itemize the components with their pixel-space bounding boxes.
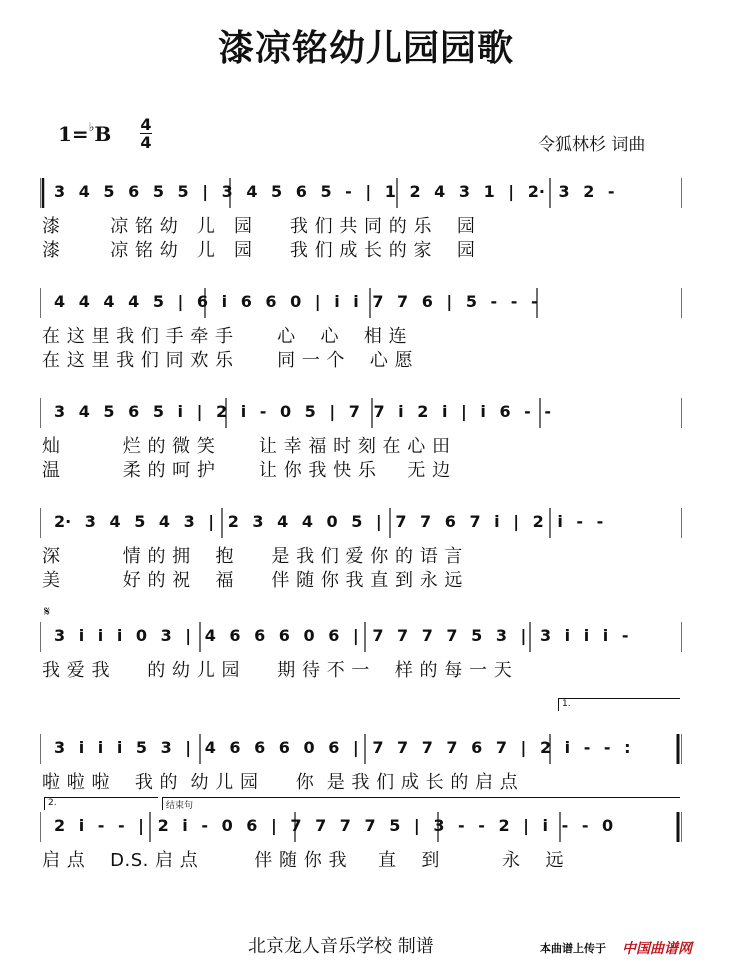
note-line: 3 4 5 6 5 i | 2 i - 0 5 | 7 7 i 2 i | i 6 - - — [54, 402, 552, 421]
lyric-line: 啦 啦 啦 我 的 幼 儿 园 你 是 我 们 成 长 的 启 点 — [42, 772, 519, 793]
time-bottom: 4 — [140, 133, 152, 152]
lyric-line: 漆 凉 铭 幼 儿 园 我 们 共 同 的 乐 园 — [42, 216, 476, 237]
note-line: 3 i i i 5 3 | 4 6 6 6 0 6 | 7 7 7 7 6 7 | 2 i - - : — [54, 738, 631, 757]
lyric-line: 漆 凉 铭 幼 儿 园 我 们 成 长 的 家 园 — [42, 240, 476, 261]
author-credit: 令狐林杉 词曲 — [538, 135, 646, 155]
flat-sign: ♭ — [88, 120, 95, 135]
note-line: 2· 3 4 5 4 3 | 2 3 4 4 0 5 | 7 7 6 7 i | 2 i - - — [54, 512, 604, 531]
song-title: 漆凉铭幼儿园园歌 — [217, 28, 514, 69]
lyric-line: 深 情 的 拥 抱 是 我 们 爱 你 的 语 言 — [42, 546, 463, 567]
key-signature — [58, 122, 111, 146]
volta-1: 1. — [558, 698, 680, 711]
lyric-line: 美 好 的 祝 福 伴 随 你 我 直 到 永 远 — [42, 570, 463, 591]
footer-credit: 北京龙人音乐学校 制谱 — [248, 936, 434, 957]
lyric-line: 在 这 里 我 们 手 牵 手 心 心 相 连 — [42, 326, 408, 347]
lyric-line: 我 爱 我 的 幼 儿 园 期 待 不 一 样 的 每 一 天 — [42, 660, 513, 681]
lyric-line: 启 点 D.S. 启 点 伴 随 你 我 直 到 永 远 — [42, 850, 565, 871]
volta-2: 2. — [44, 797, 158, 810]
note-line: 2 i - - | 2 i - 0 6 | 7 7 7 7 5 | 3 - - 2 | i - - 0 — [54, 816, 614, 835]
time-top: 4 — [140, 115, 152, 134]
note-line: 3 4 5 6 5 5 | 3 4 5 6 5 - | 1 2 4 3 1 | 2· 3 2 - — [54, 182, 615, 201]
lyric-line: 在 这 里 我 们 同 欢 乐 同 一 个 心 愿 — [42, 350, 414, 371]
segno-sign: 𝄋 — [44, 604, 51, 620]
note-line: 4 4 4 4 5 | 6 i 6 6 0 | i i 7 7 6 | 5 - - - — [54, 292, 538, 311]
ending-bracket: 结束句 — [162, 797, 680, 810]
note-line: 3 i i i 0 3 | 4 6 6 6 0 6 | 7 7 7 7 5 3 | 3 i i i - — [54, 626, 629, 645]
key-letter: B — [94, 122, 112, 146]
time-signature — [138, 116, 154, 151]
site-logo: 中国曲谱网 — [622, 941, 692, 957]
lyric-line: 温 柔 的 呵 护 让 你 我 快 乐 无 边 — [42, 460, 451, 481]
upload-text: 本曲谱上传于 — [540, 942, 606, 955]
key-prefix: 1= — [58, 122, 89, 146]
lyric-line: 灿 烂 的 微 笑 让 幸 福 时 刻 在 心 田 — [42, 436, 451, 457]
